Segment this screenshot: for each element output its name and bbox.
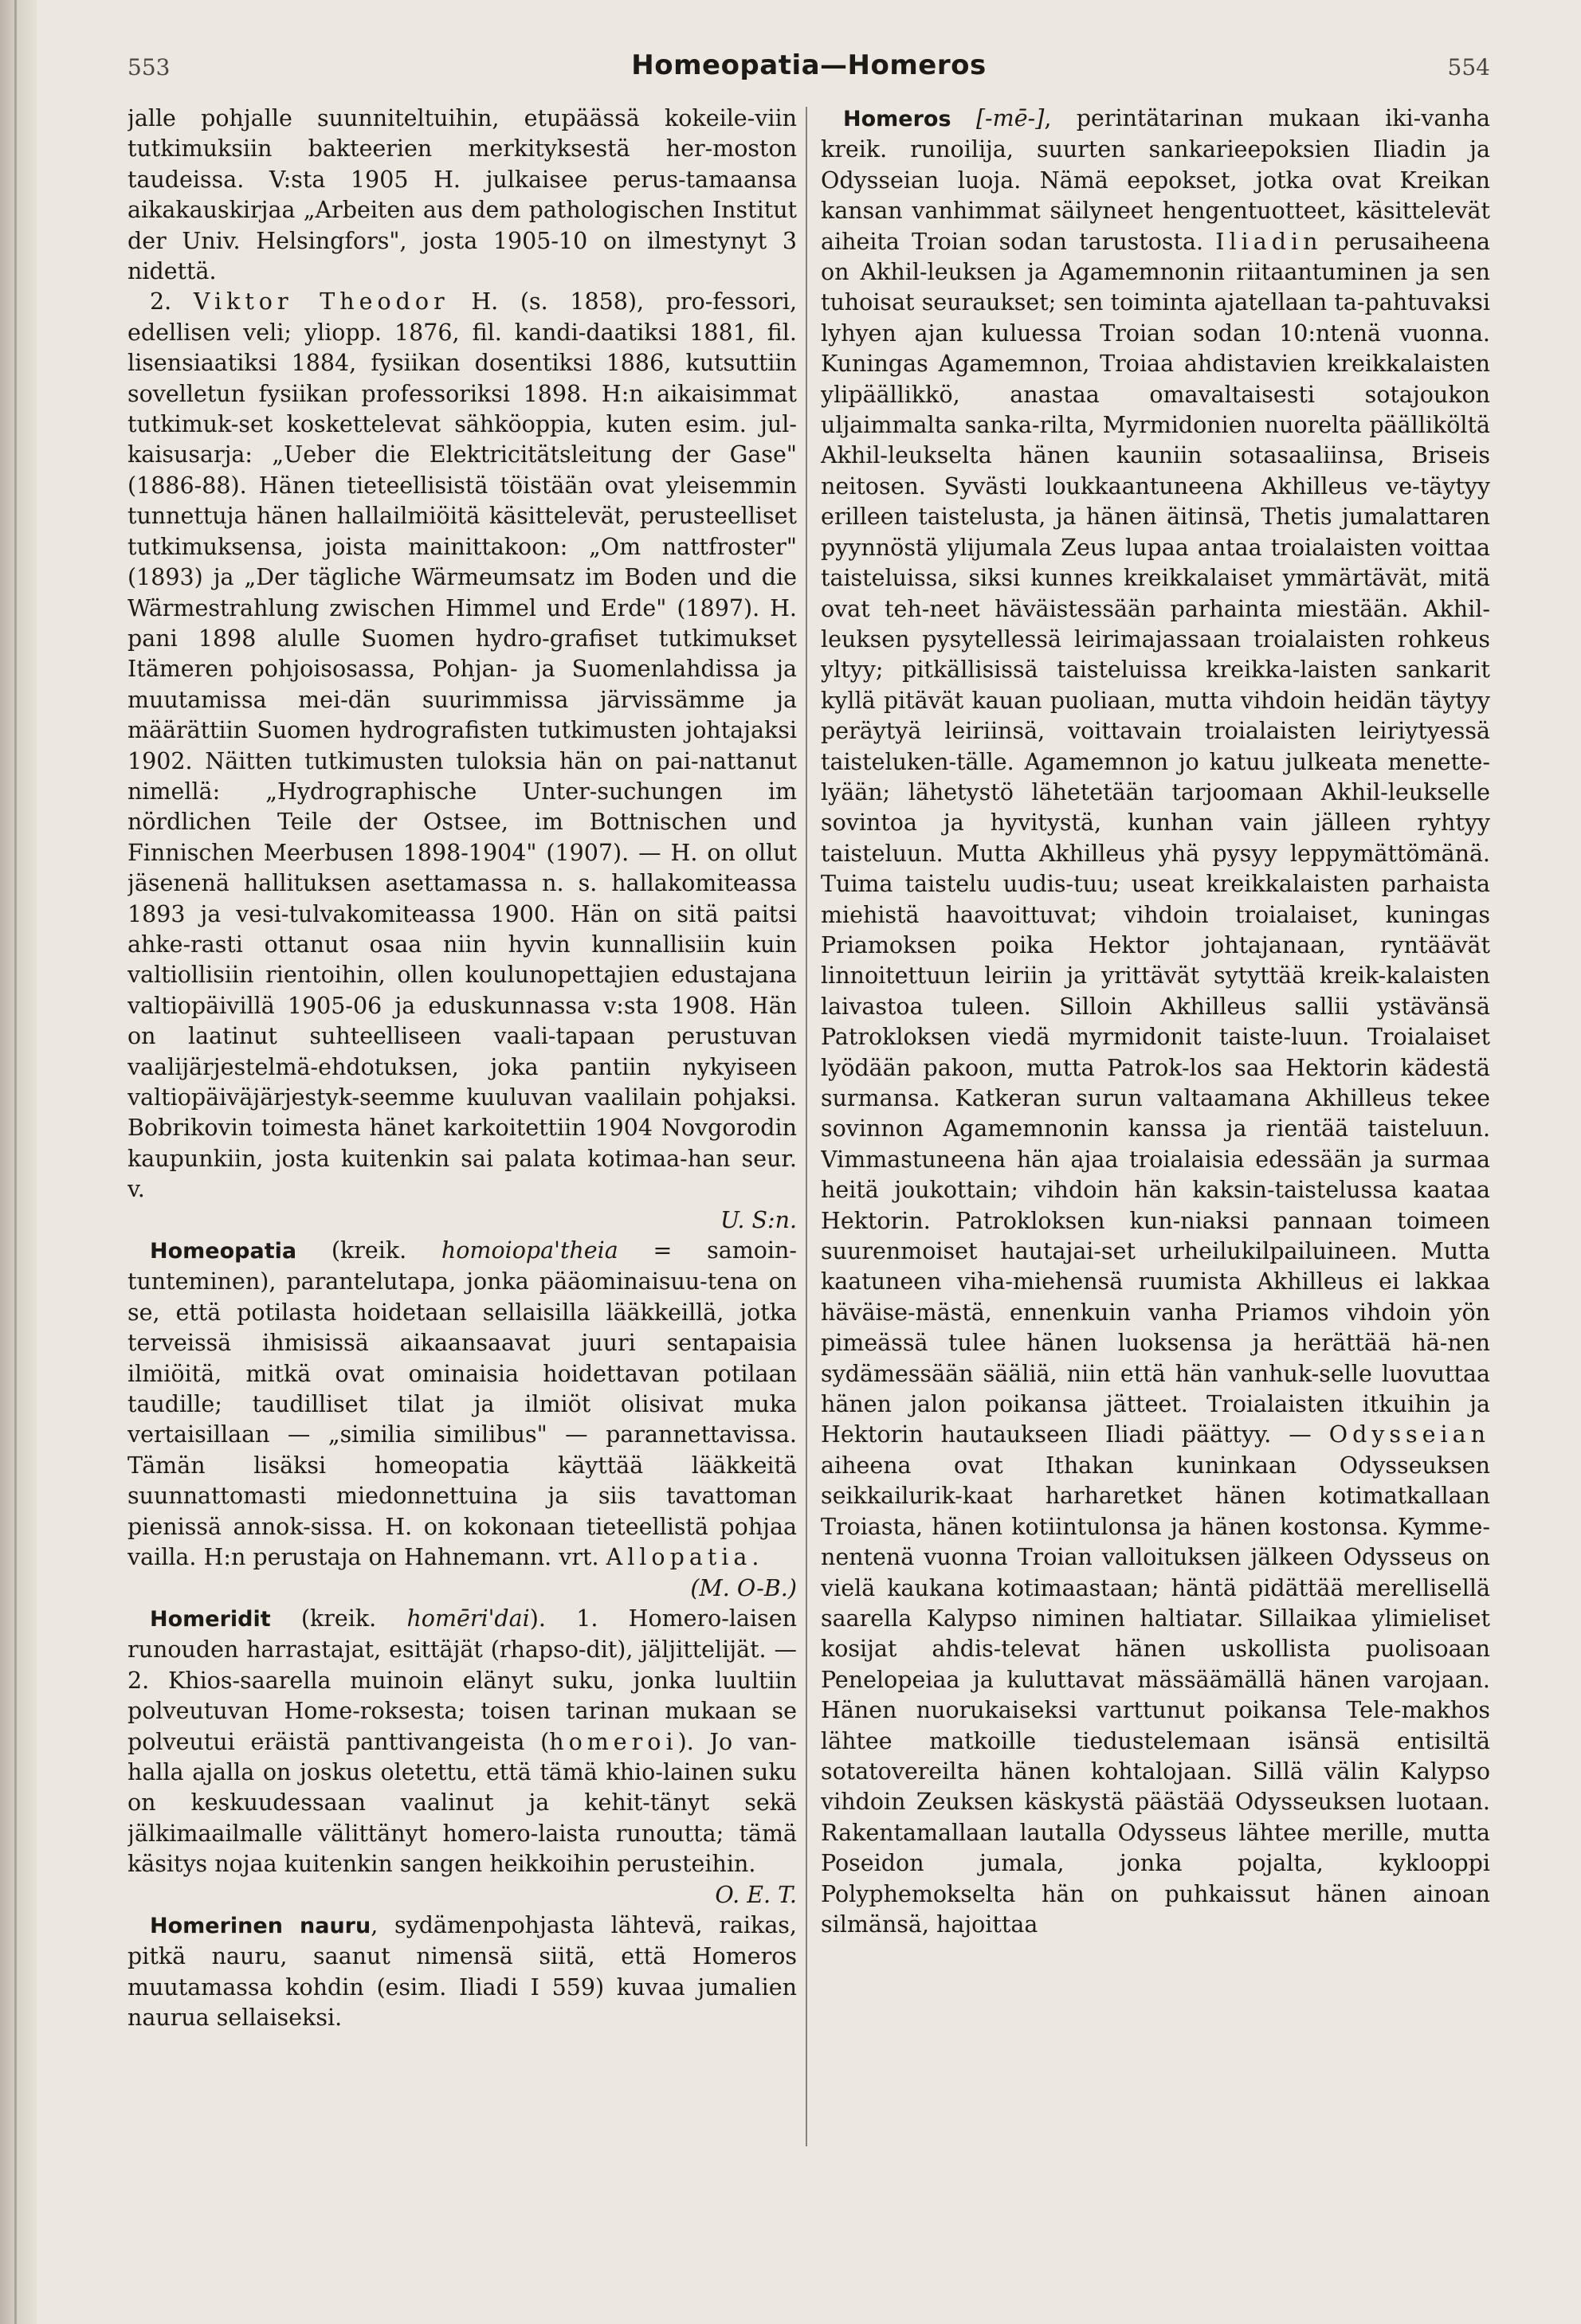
page-header [128, 49, 1490, 89]
book-binding-edge [0, 0, 37, 2324]
entry-viktor-theodor [128, 287, 797, 1236]
entry-homeros [821, 104, 1490, 1940]
pronunciation: [-mē-] [975, 105, 1045, 131]
binding-fold-line [14, 0, 17, 2324]
spaced-word-iliadin: Iliadin [1215, 228, 1323, 255]
cross-reference: Allopatia. [606, 1544, 764, 1571]
entry-headword: Homerinen nauru [150, 1913, 371, 1938]
entry-headword: Homeopatia [150, 1239, 297, 1264]
greek-term: homēri'dai [406, 1605, 530, 1632]
entry-homeridit [128, 1604, 797, 1911]
left-column [128, 104, 797, 2159]
author-signature: (M. O-B.) [690, 1574, 797, 1601]
author-signature: U. S:n. [720, 1206, 797, 1233]
column-divider [806, 107, 807, 2146]
spaced-word-odysseian: Odysseian [1328, 1421, 1490, 1448]
entry-number: 2. [150, 288, 172, 315]
entry-body: = samoin-tunteminen), parantelutapa, jonka pääominaisuu-tena on se, että potilasta hoidetaan sellaisilla lääkkeillä, jotka terveissä ihmisissä aikaansaavat juuri sentapaisia ilmiöitä, mitkä ovat ominaisia hoidettavan potilaan taudille; taudilliset tilat ja ilmiöt olisivat muka vertaisillaan — „similia similibus" — parannettavissa. Tämän lisäksi homeopatia käyttää lääkkeitä suunnattomasti miedonnettuina ja siis tavattoman pienissä annok-sissa. H. on kokonaan tieteellistä pohjaa vailla. H:n perustaja on Hahnemann. vrt. [128, 1237, 797, 1571]
spaced-word: homeroi [549, 1728, 678, 1755]
entry-headword: Homeridit [150, 1606, 271, 1632]
entry-headword: Homeros [843, 107, 951, 131]
entry-body: ). 1. Homero-laisen runouden harrastajat, esittäjät (rhapso-dit), jäljittelijät. — 2. Khios-saarella muinoin elänyt suku, jonka luultiin polveutuvan Home-roksesta; toisen tarinan mukaan se polveutui eräistä panttivangeista ( [128, 1605, 797, 1755]
entry-body-odyssey: aiheena ovat Ithakan kuninkaan Odysseuksen seikkailurik-kaat harharetket hänen kotimatkallaan Troiasta, hänen kotiintulonsa ja hänen kostonsa. Kymme-nentenä vuonna Troian valloituksen jälkeen Odysseus on vielä kaukana kotimaastaan; häntä pidättää merellisellä saarella Kalypso niminen haltiatar. Sillaikaa ylimieliset kosijat ahdis-televat hänen uskollista puolisoaan Penelopeiaa ja kuluttavat mässäämällä hänen varojaan. Hänen nuorukaiseksi varttunut poikansa Tele-makhos lähtee matkoille tiedustelemaan isänsä entisiltä sotatovereilta hänen kohtalojaan. Sillä välin Kalypso vihdoin Zeuksen käskystä päästää Odysseuksen luotaan. Rakentamallaan lautalla Odysseus lähtee merille, mutta Poseidon jumala, jonka pojalta, kyklooppi Polyphemokselta hän on puhkaissut hänen ainoan silmänsä, hajoittaa [821, 1452, 1490, 1938]
entry-homerinen-nauru [128, 1911, 797, 2034]
running-title: Homeopatia—Homeros [631, 49, 987, 81]
entry-body: , sydämenpohjasta lähtevä, raikas, pitkä nauru, saanut nimensä siitä, että Homeros muutamassa kohdin (esim. Iliadi I 559) kuvaa jumalien naurua sellaiseksi. [128, 1911, 797, 2032]
entry-etymology-prefix: (kreik. [300, 1605, 377, 1632]
entry-etymology-prefix: (kreik. [331, 1237, 407, 1264]
entry-body-iliad: perusaiheena on Akhil-leuksen ja Agamemnonin riitaantuminen ja sen tuhoisat seuraukset; sen toiminta ajatellaan ta-pahtuvaksi lyhyen ajan kuluessa Troian sodan 10:ntenä vuonna. Kuningas Agamemnon, Troiaa ahdistavien kreikkalaisten ylipäällikkö, anastaa omavaltaisesti sotajoukon uljaimmalta sanka-rilta, Myrmidonien nuorelta päälliköltä Akhil-leukselta hänen kauniin sotasaaliinsa, Briseis neitosen. Syvästi loukkaantuneena Akhilleus ve-täytyy erilleen taistelusta, ja hänen äitinsä, Thetis jumalattaren pyynnöstä ylijumala Zeus lupaa antaa troialaisten voittaa taisteluissa, siksi kunnes kreikkalaiset ymmärtävät, mitä ovat teh-neet häväistessään parhainta miestään. Akhil-leuksen pysytellessä leirimajassaan troialaisten rohkeus yltyy; pitkällisissä taisteluissa kreikka-laisten sankarit kyllä pitävät kauan puoliaan, mutta vihdoin heidän täytyy peräytyä leiriinsä, voittavain troialaisten leiriytyessä taisteluken-tälle. Agamemnon jo katuu julkeata menette-lyään; lähetystö lähetetään tarjoomaan Akhil-leukselle sovintoa ja hyvitystä, kunhan vain jälleen ryhtyy taisteluun. Mutta Akhilleus yhä pysyy leppymättömänä. Tuima taistelu uudis-tuu; useat kreikkalaisten parhaista miehistä haavoittuvat; vihdoin troialaiset, kuningas Priamoksen poika Hektor johtajanaan, ryntäävät linnoitettuun leiriin ja yrittävät sytyttää kreik-kalaisten laivastoa tuleen. Silloin Akhilleus sallii ystävänsä Patrokloksen viedä myrmidonit taiste-luun. Troialaiset lyödään pakoon, mutta Patrok-los saa Hektorin kädestä surmansa. Katkeran surun valtaamana Akhilleus tekee sovinnon Agamemnonin kanssa ja rientää taisteluun. Vimmastuneena hän ajaa troialaisia edessään ja surmaa heitä joukottain; vihdoin hän kaksin-taistelussa kaataa Hektorin. Patrokloksen kun-niaksi pannaan toimeen suurenmoiset hautajai-set urheilukilpailuineen. Mutta kaatuneen viha-miehensä ruumista Akhilleus ei lakkaa häväise-mästä, ennenkuin vanha Priamos vihdoin yön pimeässä tulee hänen luoksensa ja herättää hä-nen sydämessään sääliä, niin että hän vanhuk-selle luovuttaa hänen jalon poikansa jätteet. Troialaisten itkuihin ja Hektorin hautaukseen Iliadi päättyy. — [821, 228, 1490, 1448]
page-number-left: 553 [128, 54, 171, 80]
entry-body: , perintätarinan mukaan iki-vanha kreik. runoilija, suurten sankarieepoksien Iliadin ja Odysseian luoja. Nämä eepokset, jotka ovat Kreikan kansan vanhimmat säilyneet hengentuotteet, käsittelevät aiheita Troian sodan tarustosta. [821, 105, 1490, 255]
page-number-right: 554 [1447, 54, 1490, 80]
greek-term: homoiopa'theia [441, 1237, 618, 1264]
entry-body: H. (s. 1858), pro-fessori, edellisen veli; yliopp. 1876, fil. kandi-daatiksi 1881, fil. lisensiaatiksi 1884, fysiikan dosentiksi 1886, kutsuttiin sovelletun fysiikan professoriksi 1898. H:n aikaisimmat tutkimuk-set koskettelevat sähköoppia, kuten esim. jul-kaisusarja: „Ueber die Elektricitätsleitung der Gase" (1886-88). Hänen tieteellisistä töistään ovat yleisemmin tunnettuja hänen hallailmiöitä käsittelevät, perusteelliset tutkimuksensa, joista mainittakoon: „Om nattfroster" (1893) ja „Der tägliche Wärmeumsatz im Boden und die Wärmestrahlung zwischen Himmel und Erde" (1897). H. pani 1898 alulle Suomen hydro-grafiset tutkimukset Itämeren pohjoisosassa, Pohjan- ja Suomenlahdissa ja muutamissa mei-dän suurimmissa järvissämme ja määrättiin Suomen hydrografisten tutkimusten johtajaksi 1902. Näitten tutkimusten tuloksia hän on pai-nattanut nimellä: „Hydrographische Unter-suchungen im nördlichen Teile der Ostsee, im Bottnischen und Finnischen Meerbusen 1898-1904" (1907). — H. on ollut jäsenenä hallituksen asettamassa n. s. hallakomiteassa 1893 ja vesi-tulvakomiteassa 1900. Hän on sitä paitsi ahke-rasti ottanut osaa niin hyvin kunnallisiin kuin valtiollisiin rientoihin, ollen koulunopettajien edustajana valtiopäivillä 1905-06 ja eduskunnassa v:sta 1908. Hän on laatinut suhteelliseen vaali-tapaan perustuvan vaalijärjestelmä-ehdotuksen, joka pantiin nykyiseen valtiopäiväjärjestyk-seemme kuuluvan vaalilain pohjaksi. Bobrikovin toimesta hänet karkoitettiin 1904 Novgorodin kaupunkiin, josta kuitenkin sai palata kotimaa-han seur. v. [128, 288, 797, 1203]
author-signature: O. E. T. [715, 1881, 797, 1908]
entry-continuation: jalle pohjalle suunniteltuihin, etupäässä kokeile-viin tutkimuksiin bakteerien merkityksestä her-moston taudeissa. V:sta 1905 H. julkaisee perus-tamaansa aikakauskirjaa „Arbeiten aus dem pathologischen Institut der Univ. Helsingfors", josta 1905-10 on ilmestynyt 3 nidettä. [128, 105, 797, 285]
right-column [821, 104, 1490, 2159]
entry-person-name: Viktor Theodor [193, 288, 449, 315]
entry-body-cont: ). Jo van-halla ajalla on joskus oletettu, että tämä khio-lainen suku on keskuudessaan vaalinut ja kehit-tänyt sekä jälkimaailmalle välittänyt homero-laista runoutta; tämä käsitys nojaa kuitenkin sangen heikkoihin perusteihin. [128, 1728, 797, 1878]
entry-homeopatia [128, 1236, 797, 1604]
